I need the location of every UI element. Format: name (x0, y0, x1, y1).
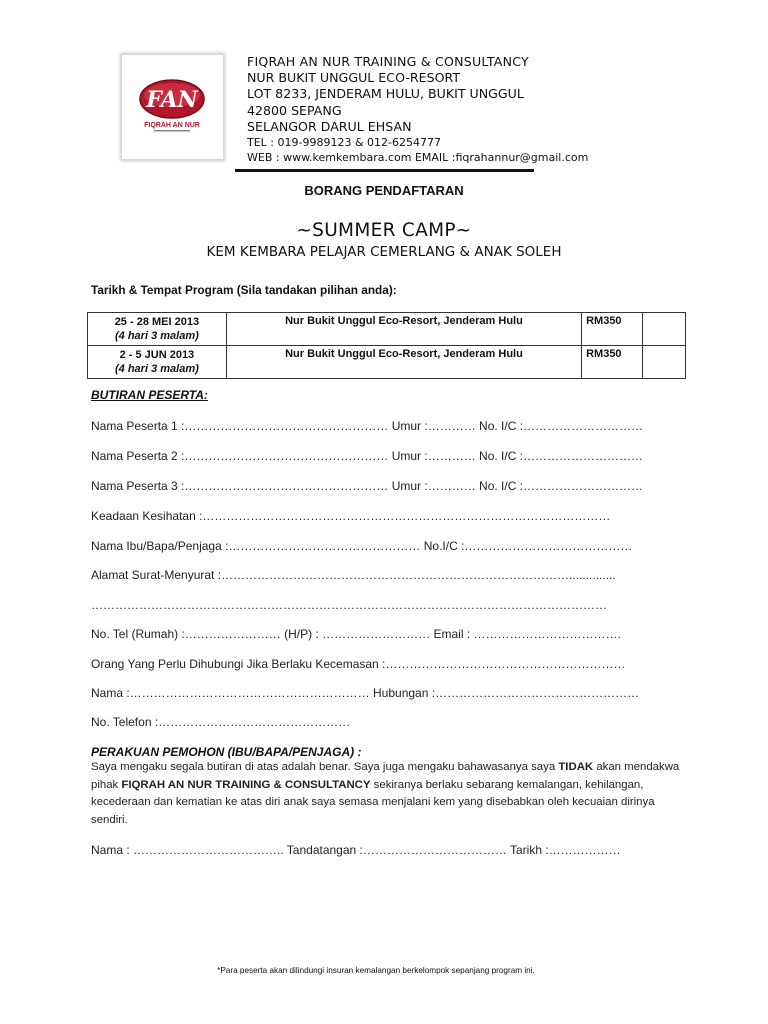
phone-field[interactable]: No. Tel (Rumah) :…………………… (H/P) : ……………………… Email : ………………………………. (91, 627, 621, 641)
program-price: RM350 (582, 313, 643, 346)
declaration-part-3: sekiranya berlaku sebarang kemalangan, kehilangan, kecederaan dan kematian ke atas diri anak saya semasa menjalani kem yang disebabkan oleh kecuaian dirinya sendiri. (91, 778, 655, 826)
table-row (88, 313, 686, 346)
address-line-2: LOT 8233, JENDERAM HULU, BUKIT UNGGUL (247, 86, 524, 102)
duration-text: (4 hari 3 malam) (115, 363, 199, 375)
program-location: Nur Bukit Unggul Eco-Resort, Jenderam Hulu (226, 313, 581, 346)
participant-2-field[interactable]: Nama Peserta 2 :…………………………………………… Umur :………… No. I/C :………………………… (91, 449, 644, 463)
declaration-emphasis-2: FIQRAH AN NUR TRAINING & CONSULTANCY (121, 778, 371, 791)
participant-1-field[interactable]: Nama Peserta 1 :…………………………………………… Umur :………… No. I/C :………………………… (91, 419, 644, 433)
program-date (88, 313, 227, 346)
declaration-text (91, 759, 681, 829)
camp-subtitle: KEM KEMBARA PELAJAR CEMERLANG & ANAK SOLEH (206, 244, 562, 260)
program-location: Nur Bukit Unggul Eco-Resort, Jenderam Hulu (226, 346, 581, 379)
address-line-4: SELANGOR DARUL EHSAN (247, 118, 412, 134)
telephone: TEL : 019-9989123 & 012-6254777 (247, 136, 441, 150)
address-field-line-2[interactable]: ………………………………………………………………………………………………………………… (91, 598, 607, 612)
date-text: 25 - 28 MEI 2013 (114, 316, 200, 328)
address-line-3: 42800 SEPANG (247, 102, 342, 118)
date-text: 2 - 5 JUN 2013 (119, 349, 195, 361)
parent-field[interactable]: Nama Ibu/Bapa/Penjaga :………………………………………… No.I/C :…………………………………… (91, 539, 633, 553)
declaration-part-1: Saya mengaku segala butiran di atas adalah benar. Saya juga mengaku bahawasanya saya (91, 761, 559, 773)
footnote: *Para peserta akan dilindungi insuran kemalangan berkelompok sepanjang program ini. (217, 966, 535, 975)
company-logo (121, 54, 224, 160)
declaration-heading: PERAKUAN PEMOHON (IBU/BAPA/PENJAGA) : (91, 745, 362, 759)
participant-3-field[interactable]: Nama Peserta 3 :…………………………………………… Umur :………… No. I/C :………………………… (91, 479, 644, 493)
participant-heading: BUTIRAN PESERTA: (91, 388, 208, 402)
contact-phone-field[interactable]: No. Telefon :………………………………………… (91, 715, 351, 729)
declaration-emphasis-1: TIDAK (558, 761, 594, 773)
web-email: WEB : www.kemkembara.com EMAIL :fiqrahannur@gmail.com (247, 151, 589, 165)
program-date (88, 346, 227, 379)
duration-text: (4 hari 3 malam) (115, 330, 199, 342)
select-checkbox-1[interactable] (643, 313, 686, 346)
table-row (88, 346, 686, 379)
program-label: Tarikh & Tempat Program (Sila tandakan pilihan anda): (91, 283, 397, 297)
address-field[interactable]: Alamat Surat-Menyurat :…………………………………………………………………………….............. (91, 568, 616, 582)
header-rule (235, 169, 534, 172)
contact-name-field[interactable]: Nama :…………………………………………………… Hubungan :…………………………………………… (91, 686, 640, 700)
select-checkbox-2[interactable] (643, 346, 686, 379)
signature-line[interactable]: Nama : ……………………………….. Tandatangan :……………………………… Tarikh :……………… (91, 843, 621, 857)
address-line-1: NUR BUKIT UNGGUL ECO-RESORT (247, 70, 461, 86)
camp-title: ~SUMMER CAMP~ (296, 220, 472, 241)
program-price: RM350 (582, 346, 643, 379)
program-table (87, 312, 686, 379)
svg-text:FAN: FAN (146, 87, 198, 113)
form-title: BORANG PENDAFTARAN (304, 183, 464, 198)
letterhead (247, 54, 588, 165)
company-name: FIQRAH AN NUR TRAINING & CONSULTANCY (247, 54, 529, 69)
emergency-field[interactable]: Orang Yang Perlu Dihubungi Jika Berlaku Kecemasan :…………………………………………………… (91, 657, 626, 671)
declaration-part-2: akan mendakwa pihak (91, 761, 680, 791)
svg-text:FIQRAH AN NUR: FIQRAH AN NUR (144, 122, 200, 129)
health-field[interactable]: Keadaan Kesihatan :………………………………………………………………………………………… (91, 509, 611, 523)
